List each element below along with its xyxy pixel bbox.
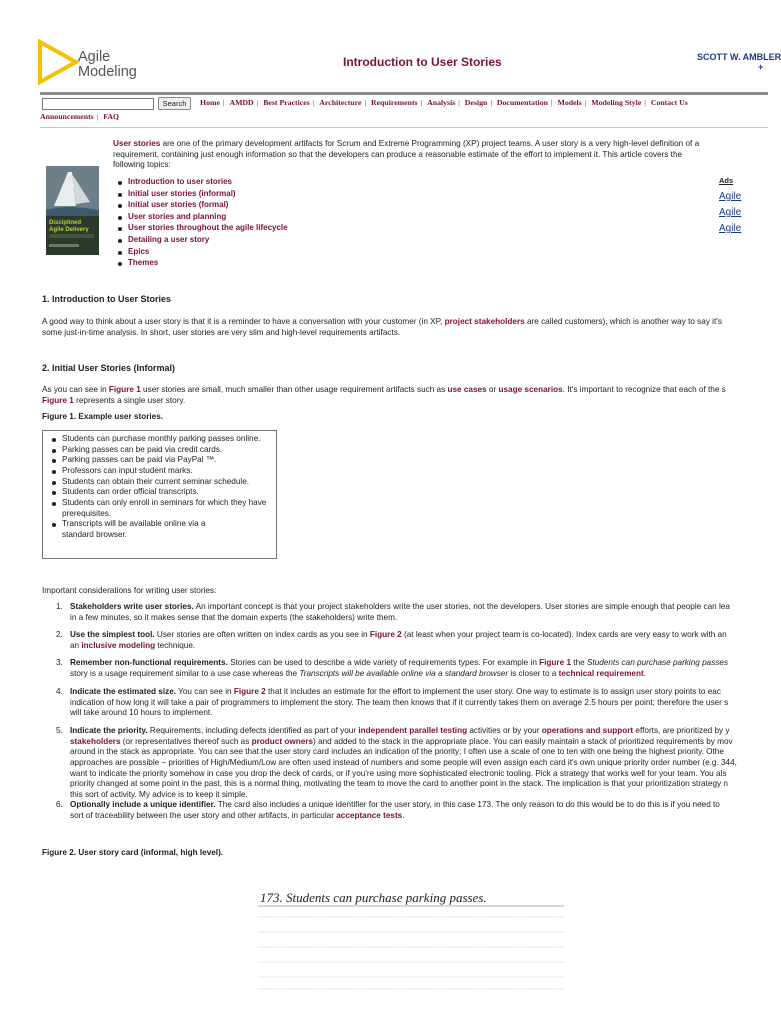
nav-separator: |	[458, 98, 460, 107]
list-item	[128, 258, 288, 270]
list-item	[56, 602, 768, 623]
figure-1-box	[42, 430, 277, 559]
independent-parallel-testing-link[interactable]: independent parallel testing	[358, 726, 468, 735]
item-lead: Use the simplest tool.	[70, 630, 155, 639]
section-1-text-a: A good way to think about a user story is that it is a reminder to have a conversation with your customer (in XP,	[42, 317, 445, 326]
item-text: will take around 10 hours to implement.	[70, 708, 213, 718]
topic-link[interactable]: Initial user stories (formal)	[128, 200, 229, 210]
nav-separator: |	[550, 98, 553, 107]
list-item: Students can purchase monthly parking passes online.	[43, 434, 276, 445]
nav-faq[interactable]: FAQ	[103, 112, 120, 121]
item-text: Stories can be used to describe a wide variety of requirements types. For example in	[227, 658, 540, 667]
item-text: technique.	[155, 640, 196, 650]
item-lead: Indicate the priority.	[70, 726, 148, 735]
ads-title: Ads	[719, 176, 734, 185]
list-item	[56, 658, 768, 679]
section-1-paragraph	[42, 317, 768, 338]
nav-home[interactable]: Home	[200, 98, 220, 107]
nav-separator: |	[364, 98, 366, 107]
topic-link[interactable]: Introduction to user stories	[128, 177, 233, 186]
section-1-heading: 1. Introduction to User Stories	[42, 294, 172, 304]
item-text: Requirements, including defects identified as part of your	[147, 726, 359, 735]
list-item	[56, 687, 768, 719]
user-stories-link[interactable]: User stories	[113, 139, 161, 148]
nav-top-rule	[40, 92, 768, 95]
product-owners-link[interactable]: product owners	[251, 736, 314, 746]
item-text: You can see in	[176, 687, 234, 696]
item-lead: Remember non-functional requirements.	[70, 658, 228, 667]
item-text: indication of how long it will take a pair of programmers to implement the story. The team then knows that if it currently takes them on average 2.5 hours per point; therefore the user s	[70, 697, 729, 707]
list-item: Students can only enroll in seminars for which they have prerequisites.	[43, 498, 276, 519]
item-text: priority changed at some point in the past, this is a normal thing, motivating the team to move the card to another point in the stack. The implication is that your prioritization strategy n	[70, 779, 728, 789]
topic-link[interactable]: Epics	[128, 246, 150, 256]
secondary-nav	[40, 112, 119, 122]
nav-documentation[interactable]: Documentation	[496, 98, 548, 107]
item-text: The card also includes a unique identifier for the user story, in this case 173. The only reason to do this would be to do this is if you need to	[215, 800, 720, 809]
item-number: 5.	[56, 726, 63, 735]
section-2-text-c: or	[486, 385, 499, 394]
list-item	[56, 630, 768, 651]
use-cases-link[interactable]: use cases	[447, 385, 487, 394]
usage-scenarios-link[interactable]: usage scenarios	[498, 385, 563, 394]
nav-best-practices[interactable]: Best Practices	[263, 98, 310, 107]
user-story-card-image	[256, 880, 568, 992]
item-lead: Stakeholders write user stories.	[70, 602, 194, 611]
item-text: an	[70, 640, 82, 650]
section-2-text-a: As you can see in	[42, 385, 109, 394]
nav-models[interactable]: Models	[557, 98, 582, 107]
list-item	[56, 800, 768, 821]
nav-contact-us[interactable]: Contact Us	[650, 98, 688, 107]
item-number: 3.	[56, 658, 63, 667]
list-item	[128, 200, 288, 212]
page-header	[0, 0, 781, 92]
item-text: that it includes an estimate for the effort to implement the user story. One way to estimate is to assign user story points to eac	[265, 687, 721, 696]
section-1-line-2: some just-in-time analysis. In short, user stories are very slim and high-level requirements artifacts.	[42, 327, 401, 337]
item-emphasis: Transcripts will be available online via a standard browser	[299, 668, 509, 678]
author-name[interactable]: SCOTT W. AMBLER	[697, 52, 781, 62]
item-text: efforts, are prioritized by y	[633, 726, 730, 735]
section-2-paragraph	[42, 385, 768, 406]
agile-modeling-logo-icon	[38, 40, 78, 84]
item-text: is closer to a	[508, 668, 559, 678]
item-number: 6.	[56, 800, 63, 809]
item-text: activities or by your	[467, 726, 542, 735]
figure-1-link[interactable]: Figure 1	[42, 395, 74, 405]
figure-2-caption: Figure 2. User story card (informal, high level).	[42, 848, 224, 857]
item-text: approaches are possible – priorities of High/Medium/Low are often used instead of numbers and some people will even assign each card it's own unique priority order number (e.g. 344,	[70, 757, 737, 767]
figure-1-link[interactable]: Figure 1	[539, 658, 572, 667]
nav-analysis[interactable]: Analysis	[427, 98, 456, 107]
search-button[interactable]: Search	[158, 97, 191, 110]
nav-modeling-style[interactable]: Modeling Style	[591, 98, 642, 107]
acceptance-tests-link[interactable]: acceptance tests	[336, 810, 403, 820]
nav-separator: |	[256, 98, 259, 107]
item-text: .	[402, 810, 405, 820]
section-2-text-d: . It's important to recognize that each of the s	[562, 385, 726, 394]
list-item	[128, 247, 288, 259]
intro-text: are one of the primary development artifacts for Scrum and Extreme Programming (XP) project teams. A user story is a very high-level definition of a requirement, containing just enough information so that the developers can produce a reasonable estimate of the effort to implement it. This article covers the following topics:	[113, 139, 700, 170]
list-item	[128, 223, 288, 235]
intro-paragraph	[113, 139, 713, 171]
nav-separator: |	[420, 98, 423, 107]
inclusive-modeling-link[interactable]: inclusive modeling	[81, 640, 156, 650]
item-text: sort of traceability between the user story and other artifacts, in particular	[70, 810, 337, 820]
item-emphasis: Students can purchase parking passes	[586, 658, 729, 667]
list-item	[128, 177, 288, 189]
considerations-heading: Important considerations for writing user stories:	[42, 586, 217, 595]
ad-link[interactable]: Agile	[719, 207, 742, 218]
item-number: 1.	[56, 602, 63, 611]
list-item	[128, 212, 288, 224]
figure-2-link[interactable]: Figure 2	[233, 687, 266, 696]
nav-separator: |	[222, 98, 225, 107]
nav-separator: |	[584, 98, 587, 107]
book-title-2: Agile Delivery	[49, 227, 89, 233]
topic-link[interactable]: Themes	[128, 258, 159, 268]
list-item: Transcripts will be available online via a standard browser.	[43, 519, 276, 540]
logo-line-1: Agile	[78, 49, 111, 65]
item-text: .	[643, 668, 646, 678]
topic-link[interactable]: User stories and planning	[128, 211, 227, 221]
item-number: 2.	[56, 630, 63, 639]
item-text: An important concept is that your project stakeholders write the user stories, not the developers. User stories are simple enough that people can lea	[193, 602, 730, 611]
list-item	[56, 726, 768, 801]
search-input[interactable]	[42, 98, 154, 110]
list-item: Students can obtain their current seminar schedule.	[43, 477, 276, 488]
technical-requirement-link[interactable]: technical requirement	[558, 668, 644, 678]
main-nav	[200, 98, 768, 108]
nav-separator: |	[96, 112, 99, 121]
book-cover-image[interactable]	[46, 166, 99, 255]
author-plus[interactable]: +	[758, 62, 764, 72]
section-2-line-2: represents a single user story.	[73, 395, 186, 405]
item-lead: Optionally include a unique identifier.	[70, 800, 216, 809]
item-lead: Indicate the estimated size.	[70, 687, 177, 696]
nav-amdd[interactable]: AMDD	[229, 98, 254, 107]
section-2-text-b: user stories are small, much smaller than other usage requirement artifacts such as	[140, 385, 448, 394]
list-item	[128, 189, 288, 201]
item-text: in a few minutes, so it makes sense that the domain experts (the stakeholders) write them.	[70, 612, 398, 622]
stakeholders-link[interactable]: stakeholders	[70, 736, 121, 746]
nav-requirements[interactable]: Requirements	[370, 98, 418, 107]
item-text: want to indicate the priority somehow in case you drop the deck of cards, or if you're using more sophisticated electronic tooling. Pick a strategy that works well for your team. You als	[70, 768, 727, 778]
item-text: (at least when your project team is co-located). Index cards are very easy to work with an	[401, 630, 727, 639]
project-stakeholders-link[interactable]: project stakeholders	[444, 317, 525, 326]
topic-link[interactable]: Initial user stories (informal)	[128, 188, 236, 198]
item-text: story is a usage requirement similar to a use case whereas the	[70, 668, 300, 678]
book-title-1: Disciplined	[49, 220, 82, 226]
nav-announcements[interactable]: Announcements	[40, 112, 94, 121]
handwritten-story-text: 173. Students can purchase parking passes.	[260, 890, 487, 905]
figure-1-caption: Figure 1. Example user stories.	[42, 412, 164, 421]
item-text: this sort of activity. My advice is to keep it simple.	[70, 789, 248, 799]
item-number: 4.	[56, 687, 63, 696]
list-item: Parking passes can be paid via credit cards.	[43, 445, 276, 456]
ad-link[interactable]: Agile	[719, 223, 742, 234]
section-2-heading: 2. Initial User Stories (Informal)	[42, 363, 176, 373]
page-title: Introduction to User Stories	[343, 55, 502, 69]
list-item	[128, 235, 288, 247]
ad-link[interactable]: Agile	[719, 191, 742, 202]
item-text: (or representatives thereof such as	[120, 736, 252, 746]
figure-1-link[interactable]: Figure 1	[108, 385, 141, 394]
item-text: around in the stack as appropriate. You can see that the user story card includes an indication of the priority; I often use a scale of one to ten with one being the highest priority. Othe	[70, 747, 724, 757]
list-item: Parking passes can be paid via PayPal ™.	[43, 455, 276, 466]
nav-separator: |	[490, 98, 492, 107]
list-item: Professors can input student marks.	[43, 466, 276, 477]
item-text: User stories are often written on index cards as you see in	[154, 630, 370, 639]
site-logo-text[interactable]	[78, 50, 137, 80]
operations-and-support-link[interactable]: operations and support	[541, 726, 634, 735]
logo-line-2: Modeling	[78, 64, 137, 80]
list-item: Students can order official transcripts.	[43, 487, 276, 498]
nav-design[interactable]: Design	[464, 98, 488, 107]
example-stories-list	[43, 431, 276, 541]
figure-2-link[interactable]: Figure 2	[369, 630, 402, 639]
topics-list	[128, 177, 288, 270]
topic-link[interactable]: User stories throughout the agile lifecycle	[128, 223, 288, 233]
item-text: the	[571, 658, 587, 667]
nav-separator: |	[312, 98, 315, 107]
topic-link[interactable]: Detailing a user story	[128, 234, 210, 244]
nav-separator: |	[644, 98, 646, 107]
section-1-text-b: are called customers), which is another way to say it's	[524, 317, 722, 326]
nav-bottom-rule	[40, 127, 768, 128]
item-text: ) and added to the stack in the appropriate place. You can easily maintain a stack of prioritized requirements by mov	[313, 736, 733, 746]
nav-architecture[interactable]: Architecture	[319, 98, 362, 107]
